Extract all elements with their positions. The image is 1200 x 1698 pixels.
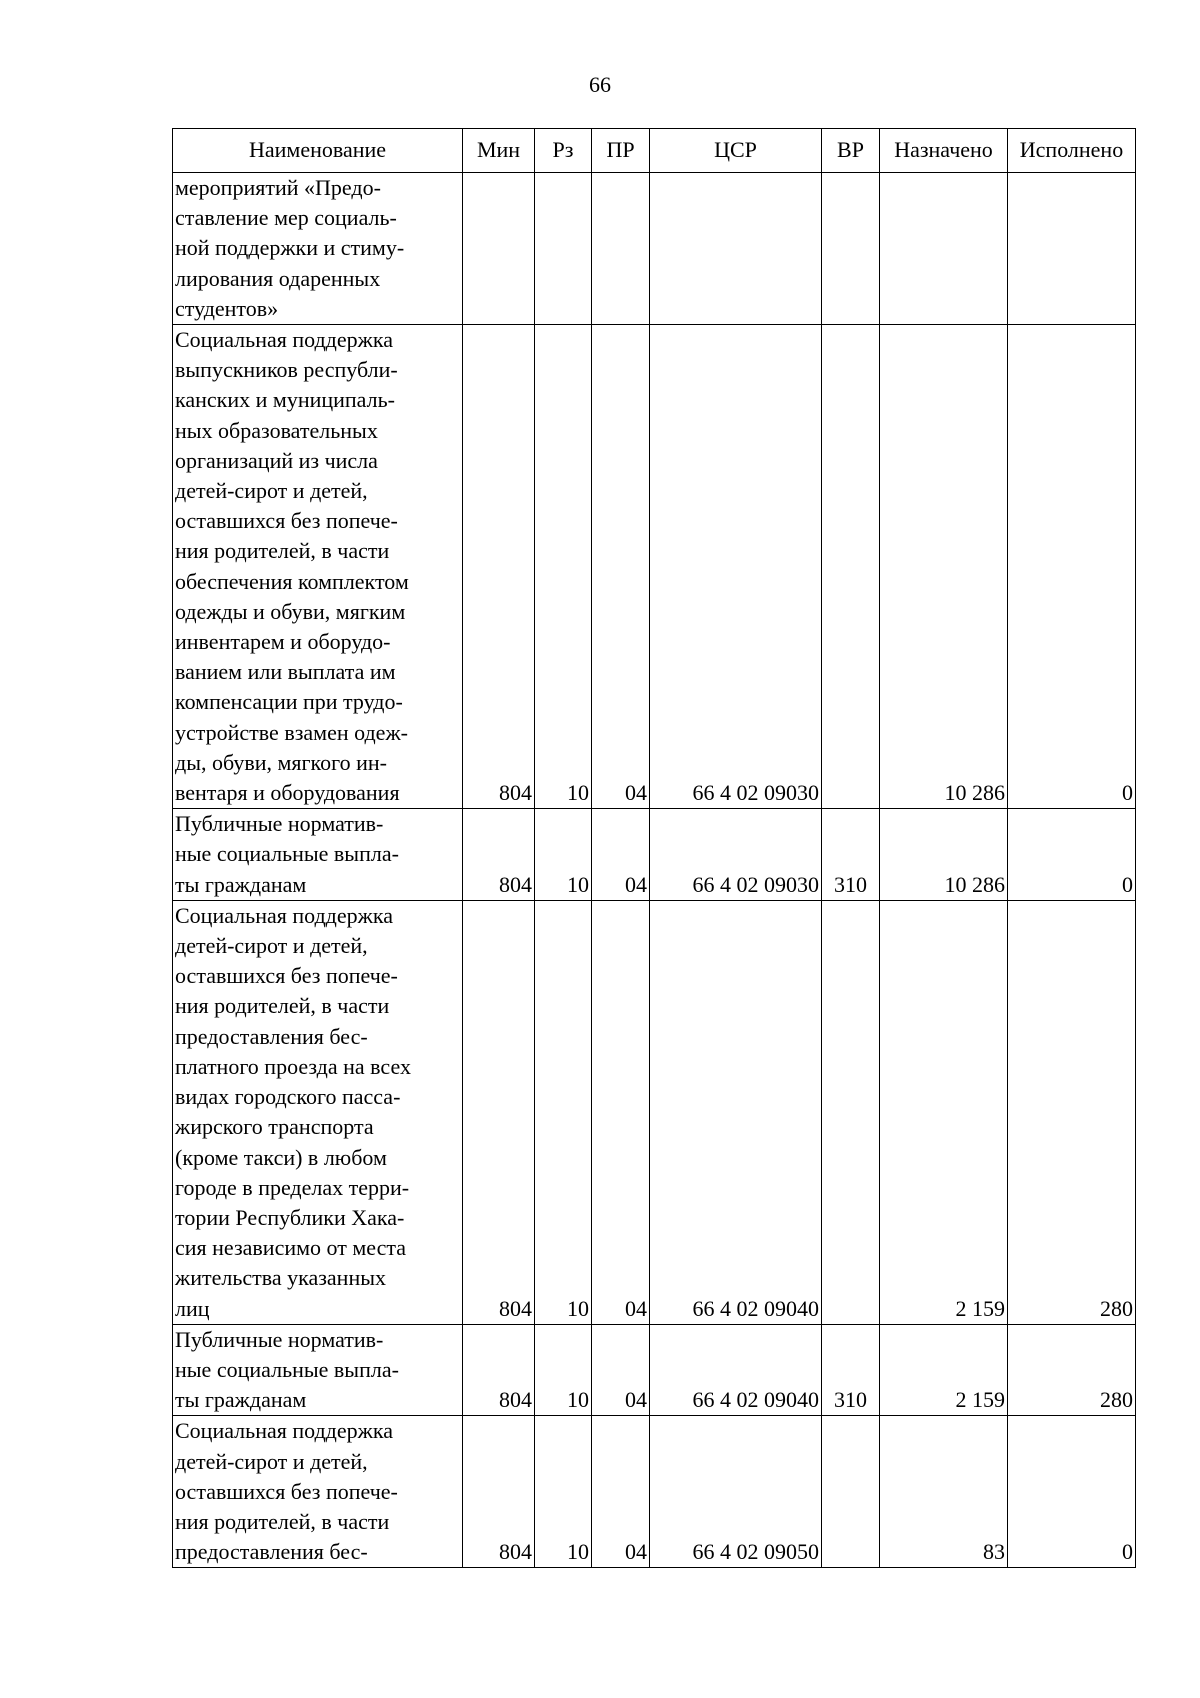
cell-csr: 66 4 02 09040 xyxy=(650,900,822,1324)
cell-csr: 66 4 02 09030 xyxy=(650,809,822,901)
cell-assigned: 2 159 xyxy=(880,1324,1008,1416)
table-row xyxy=(173,1416,1136,1568)
budget-table xyxy=(172,128,1136,1568)
cell-executed xyxy=(1008,173,1136,325)
cell-name: Публичные норматив- ные социальные выпла- ты гражданам xyxy=(173,809,463,901)
header-rz: Рз xyxy=(535,129,592,173)
cell-vr: 310 xyxy=(822,1324,880,1416)
cell-assigned xyxy=(880,173,1008,325)
cell-rz: 10 xyxy=(535,809,592,901)
header-executed: Исполнено xyxy=(1008,129,1136,173)
table-header-row xyxy=(173,129,1136,173)
cell-assigned: 2 159 xyxy=(880,900,1008,1324)
cell-assigned: 83 xyxy=(880,1416,1008,1568)
cell-pr: 04 xyxy=(592,809,650,901)
cell-csr xyxy=(650,173,822,325)
cell-vr xyxy=(822,173,880,325)
cell-csr: 66 4 02 09040 xyxy=(650,1324,822,1416)
header-pr: ПР xyxy=(592,129,650,173)
cell-vr xyxy=(822,900,880,1324)
cell-pr: 04 xyxy=(592,900,650,1324)
table-row xyxy=(173,1324,1136,1416)
cell-rz: 10 xyxy=(535,1324,592,1416)
cell-vr xyxy=(822,325,880,809)
cell-csr: 66 4 02 09030 xyxy=(650,325,822,809)
cell-assigned: 10 286 xyxy=(880,325,1008,809)
header-min: Мин xyxy=(463,129,535,173)
cell-vr xyxy=(822,1416,880,1568)
cell-pr xyxy=(592,173,650,325)
cell-name: Социальная поддержка детей-сирот и детей, оставшихся без попече- ния родителей, в части предоставления бес- xyxy=(173,1416,463,1568)
cell-executed: 0 xyxy=(1008,1416,1136,1568)
cell-executed: 0 xyxy=(1008,809,1136,901)
header-vr: ВР xyxy=(822,129,880,173)
table-row xyxy=(173,809,1136,901)
cell-name: Социальная поддержка выпускников республи- канских и муниципаль- ных образовательных организаций из числа детей-сирот и детей, оставшихся без попече- ния родителей, в части обеспечения комплектом одежды и обуви, мягким инвентарем и оборудо- ванием или выплата им компенсации при трудо- устройстве взамен одеж- ды, обуви, мягкого ин- вентаря и оборудования xyxy=(173,325,463,809)
cell-min: 804 xyxy=(463,809,535,901)
cell-assigned: 10 286 xyxy=(880,809,1008,901)
cell-min: 804 xyxy=(463,1324,535,1416)
cell-rz: 10 xyxy=(535,325,592,809)
cell-name: Публичные норматив- ные социальные выпла- ты гражданам xyxy=(173,1324,463,1416)
page-number: 66 xyxy=(589,72,611,97)
cell-rz: 10 xyxy=(535,900,592,1324)
table-row xyxy=(173,325,1136,809)
cell-name: Социальная поддержка детей-сирот и детей, оставшихся без попече- ния родителей, в части предоставления бес- платного проезда на всех видах городского пасса- жирского транспорта (кроме такси) в любом городе в пределах терри- тории Республики Хака- сия независимо от места жительства указанных лиц xyxy=(173,900,463,1324)
cell-min: 804 xyxy=(463,900,535,1324)
cell-csr: 66 4 02 09050 xyxy=(650,1416,822,1568)
header-csr: ЦСР xyxy=(650,129,822,173)
cell-executed: 280 xyxy=(1008,1324,1136,1416)
cell-executed: 280 xyxy=(1008,900,1136,1324)
cell-pr: 04 xyxy=(592,1416,650,1568)
cell-pr: 04 xyxy=(592,1324,650,1416)
cell-rz: 10 xyxy=(535,1416,592,1568)
cell-min: 804 xyxy=(463,325,535,809)
cell-rz xyxy=(535,173,592,325)
cell-pr: 04 xyxy=(592,325,650,809)
cell-vr: 310 xyxy=(822,809,880,901)
cell-name: мероприятий «Предо- ставление мер социаль- ной поддержки и стиму- лирования одаренных студентов» xyxy=(173,173,463,325)
cell-min: 804 xyxy=(463,1416,535,1568)
header-name: Наименование xyxy=(173,129,463,173)
cell-min xyxy=(463,173,535,325)
header-assigned: Назначено xyxy=(880,129,1008,173)
cell-executed: 0 xyxy=(1008,325,1136,809)
table-row xyxy=(173,900,1136,1324)
table-row xyxy=(173,173,1136,325)
